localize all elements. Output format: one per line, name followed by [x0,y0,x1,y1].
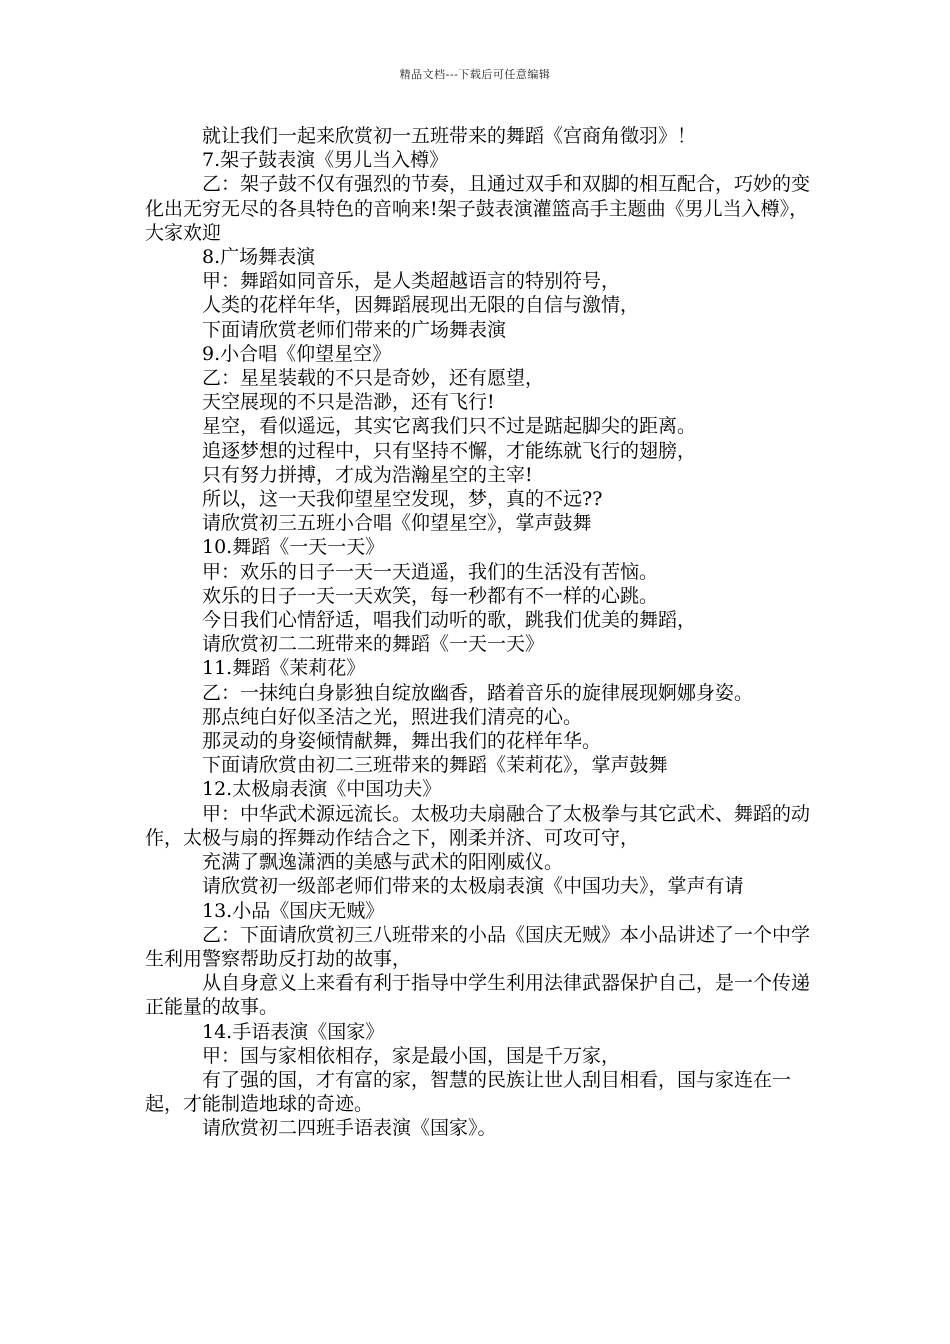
paragraph: 请欣赏初二四班手语表演《国家》。 [202,1117,497,1140]
paragraph: 乙：下面请欣赏初三八班带来的小品《国庆无贼》本小品讲述了一个中学生利用警察帮助反打劫的故事， [145,923,811,970]
program-item-heading: 11.舞蹈《茉莉花》 [202,657,366,680]
program-item-heading: 8.广场舞表演 [202,246,316,269]
program-item-heading: 9.小合唱《仰望星空》 [202,342,392,365]
paragraph: 乙：一抹纯白身影独自绽放幽香，踏着音乐的旋律展现婀娜身姿。 [202,681,754,704]
paragraph: 请欣赏初二二班带来的舞蹈《一天一天》 [202,633,545,656]
paragraph: 欢乐的日子一天一天欢笑，每一秒都有不一样的心跳。 [202,584,659,607]
paragraph: 那灵动的身姿倾情献舞，舞出我们的花样年华。 [202,730,602,753]
paragraph: 下面请欣赏由初二三班带来的舞蹈《茉莉花》，掌声鼓舞 [202,754,668,777]
paragraph: 今日我们心情舒适，唱我们动听的歌，跳我们优美的舞蹈， [202,609,697,632]
paragraph: 有了强的国，才有富的家，智慧的民族让世人刮目相看，国与家连在一起，才能制造地球的奇迹。 [145,1068,792,1116]
document-body [145,124,825,1141]
paragraph: 人类的花样年华，因舞蹈展现出无限的自信与激情， [202,294,640,317]
paragraph: 天空展现的不只是浩渺，还有飞行! [202,391,495,414]
paragraph: 乙：架子鼓不仅有强烈的节奏，且通过双手和双脚的相互配合，巧妙的变化出无穷无尽的各具特色的音响来!架子鼓表演灌篮高手主题曲《男儿当入樽》，大家欢迎 [145,173,811,244]
paragraph: 请欣赏初一级部老师们带来的太极扇表演《中国功夫》，掌声有请 [202,875,744,898]
paragraph: 所以，这一天我仰望星空发现，梦，真的不远?? [202,488,603,511]
program-item-heading: 14.手语表演《国家》 [202,1020,385,1043]
paragraph: 就让我们一起来欣赏初一五班带来的舞蹈《宫商角徵羽》！ [202,125,697,147]
paragraph: 乙：星星装载的不只是奇妙，还有愿望， [202,367,545,390]
paragraph: 甲：中华武术源远流长。太极功夫扇融合了太极拳与其它武术、舞蹈的动作，太极与扇的挥舞动作结合之下，刚柔并济、可攻可守， [145,802,811,849]
paragraph: 追逐梦想的过程中，只有坚持不懈，才能练就飞行的翅膀， [202,439,697,462]
paragraph: 甲：欢乐的日子一天一天逍遥，我们的生活没有苦恼。 [202,560,659,583]
paragraph: 从自身意义上来看有利于指导中学生利用法律武器保护自己，是一个传递正能量的故事。 [145,972,811,1019]
page-header: 精品文档---下载后可任意编辑 [399,68,551,81]
paragraph: 甲：舞蹈如同音乐，是人类超越语言的特别符号， [202,270,621,293]
program-item-heading: 10.舞蹈《一天一天》 [202,536,385,559]
paragraph: 那点纯白好似圣洁之光，照进我们清亮的心。 [202,705,583,728]
paragraph: 充满了飘逸潇洒的美感与武术的阳刚威仪。 [202,851,564,874]
program-item-heading: 12.太极扇表演《中国功夫》 [202,778,442,801]
paragraph: 只有努力拼搏，才成为浩瀚星空的主宰! [202,463,533,486]
paragraph: 甲：国与家相依相存，家是最小国，国是千万家， [202,1044,621,1067]
program-item-heading: 13.小品《国庆无贼》 [202,899,385,922]
paragraph: 请欣赏初三五班小合唱《仰望星空》，掌声鼓舞 [202,512,592,535]
paragraph: 星空，看似遥远，其实它离我们只不过是踮起脚尖的距离。 [202,415,697,438]
paragraph: 下面请欣赏老师们带来的广场舞表演 [202,318,507,341]
program-item-heading: 7.架子鼓表演《男儿当入樽》 [202,149,449,172]
